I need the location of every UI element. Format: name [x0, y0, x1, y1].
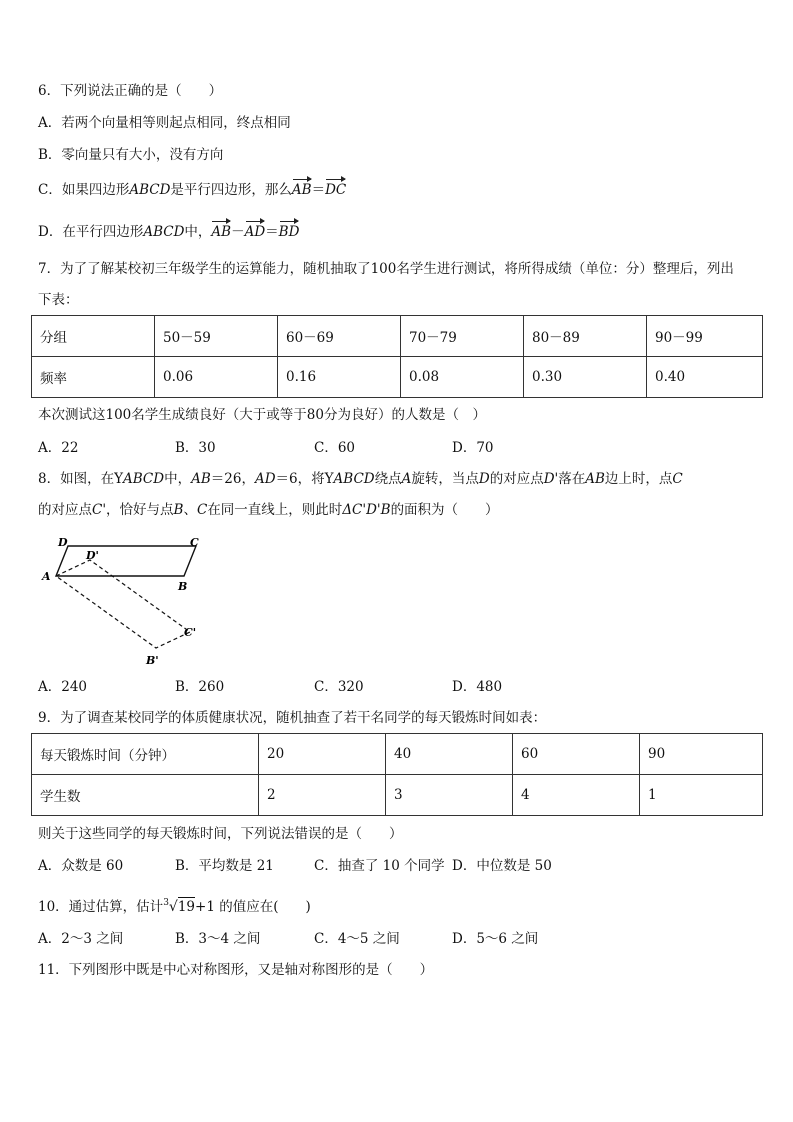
q7-stem-line1: 7．为了了解某校初三年级学生的运算能力，随机抽取了100名学生进行测试，将所得成绩（单位：分）整理后，列出	[38, 261, 734, 277]
text: AB	[191, 471, 211, 487]
q6-d-abcd: ABCD	[143, 224, 185, 240]
table-cell: 0.40	[647, 357, 763, 398]
parallelogram-rotated	[56, 560, 190, 648]
text: ＝6，将	[275, 471, 325, 487]
table-row	[32, 734, 763, 775]
option-a: A．众数是 60	[38, 858, 124, 874]
label-a: A	[42, 570, 51, 583]
table-cell: 60－69	[278, 316, 401, 357]
q7-question: 本次测试这100名学生成绩良好（大于或等于80分为良好）的人数是（ ）	[38, 407, 486, 423]
q8-parallelogram-figure	[36, 532, 216, 670]
q6-c-eq: ＝	[311, 182, 326, 198]
option-d: D．70	[452, 440, 494, 456]
q8-stem-line2	[38, 501, 499, 519]
q6-c-abcd: ABCD	[129, 182, 171, 198]
table-cell: 90	[640, 734, 763, 775]
table-cell: 40	[386, 734, 513, 775]
table-cell: 0.30	[524, 357, 647, 398]
vector-ab: AB	[291, 182, 312, 198]
table-cell: 频率	[32, 357, 155, 398]
text: ABCD	[123, 471, 165, 487]
table-cell: 4	[513, 775, 640, 816]
option-a: A．240	[38, 679, 88, 695]
table-cell: 0.06	[155, 357, 278, 398]
q6-c-prefix: C．如果四边形	[38, 182, 130, 198]
q9-question: 则关于这些同学的每天锻炼时间，下列说法错误的是（ ）	[38, 826, 403, 842]
text: D	[478, 471, 490, 487]
text: 的面积为（ ）	[390, 502, 499, 518]
text: AD	[254, 471, 276, 487]
parallelogram-symbol: Y	[114, 471, 124, 487]
text: C	[672, 471, 683, 487]
text: AB	[585, 471, 605, 487]
q7-options	[38, 439, 738, 457]
text: A	[401, 471, 412, 487]
table-cell: 每天锻炼时间（分钟）	[32, 734, 259, 775]
q6-d-prefix: D．在平行四边形	[38, 224, 144, 240]
label-d-prime: D'	[86, 549, 99, 562]
text: ＝26，	[210, 471, 255, 487]
table-cell: 70－79	[401, 316, 524, 357]
q6-d-mid: 中，	[184, 224, 212, 240]
label-b-prime: B'	[146, 654, 159, 667]
table-row	[32, 775, 763, 816]
table-cell: 2	[259, 775, 386, 816]
text: 旋转，当点	[411, 471, 479, 487]
option-d: D．中位数是 50	[452, 858, 552, 874]
table-cell: 0.08	[401, 357, 524, 398]
label-c: C	[190, 536, 199, 549]
q8-stem-line1	[38, 470, 683, 488]
text: C'	[92, 502, 107, 518]
text: 8．如图，在	[38, 471, 115, 487]
q6-option-b: B．零向量只有大小，没有方向	[38, 147, 224, 163]
text: 中，	[164, 471, 192, 487]
q11-stem: 11．下列图形中既是中心对称图形，又是轴对称图形的是（ ）	[38, 962, 434, 978]
q6-d-eq: ＝	[265, 224, 279, 240]
text: D'	[543, 471, 559, 487]
q6-c-mid: 是平行四边形，那么	[170, 182, 292, 198]
q6-option-a: A．若两个向量相等则起点相同，终点相同	[38, 115, 291, 131]
option-a: A．22	[38, 440, 79, 456]
option-c: C．4～5 之间	[314, 931, 400, 947]
text: ΔC'D'B	[342, 502, 391, 518]
table-cell: 60	[513, 734, 640, 775]
option-d: D．5～6 之间	[452, 931, 539, 947]
parallelogram-abcd	[56, 546, 196, 576]
option-c: C．抽查了 10 个同学	[314, 858, 445, 874]
radicand: 19	[177, 899, 196, 915]
text: 10．通过估算，估计	[38, 899, 164, 915]
text: ，恰好与点	[106, 502, 174, 518]
q7-stem-line2: 下表：	[38, 292, 79, 308]
text: B	[173, 502, 184, 518]
q6-stem: 6．下列说法正确的是（ ）	[38, 83, 223, 99]
text: 的对应点	[489, 471, 544, 487]
root-index: 3	[163, 898, 169, 908]
q7-frequency-table	[31, 315, 763, 398]
text: +1 的值应在( )	[195, 899, 311, 915]
text: C	[196, 502, 208, 518]
option-d: D．480	[452, 679, 503, 695]
table-cell: 90－99	[647, 316, 763, 357]
q9-exercise-table	[31, 733, 763, 816]
label-c-prime: C'	[184, 626, 197, 639]
q6-option-d	[38, 223, 299, 241]
table-cell: 50－59	[155, 316, 278, 357]
option-c: C．320	[314, 679, 364, 695]
table-cell: 3	[386, 775, 513, 816]
text: 绕点	[374, 471, 402, 487]
radical-sign: √	[168, 899, 178, 915]
table-row	[32, 316, 763, 357]
q10-options	[38, 930, 738, 948]
text: 在同一直线上，则此时	[207, 502, 343, 518]
option-b: B．30	[175, 440, 216, 456]
parallelogram-symbol: Y	[324, 471, 334, 487]
q9-options	[38, 857, 738, 875]
option-a: A．2～3 之间	[38, 931, 124, 947]
text: 落在	[558, 471, 586, 487]
text: 、	[183, 502, 197, 518]
option-b: B．260	[175, 679, 225, 695]
q8-options	[38, 678, 738, 696]
q10-stem	[38, 894, 311, 916]
table-cell: 学生数	[32, 775, 259, 816]
label-d: D	[58, 536, 68, 549]
table-row	[32, 357, 763, 398]
vector-ad: AD	[244, 224, 266, 240]
vector-ab: AB	[211, 224, 232, 240]
option-c: C．60	[314, 440, 356, 456]
q6-d-minus: －	[231, 224, 245, 240]
table-cell: 80－89	[524, 316, 647, 357]
table-cell: 1	[640, 775, 763, 816]
table-cell: 分组	[32, 316, 155, 357]
q9-stem: 9．为了调查某校同学的体质健康状况，随机抽查了若干名同学的每天锻炼时间如表：	[38, 710, 547, 726]
table-cell: 0.16	[278, 357, 401, 398]
vector-bd: BD	[278, 224, 300, 240]
text: 的对应点	[38, 502, 92, 518]
q6-option-c	[38, 181, 346, 199]
vector-dc: DC	[325, 182, 347, 198]
label-b: B	[178, 580, 188, 593]
option-b: B．平均数是 21	[175, 858, 274, 874]
text: 边上时，点	[604, 471, 673, 487]
text: ABCD	[333, 471, 375, 487]
table-cell: 20	[259, 734, 386, 775]
option-b: B．3～4 之间	[175, 931, 261, 947]
